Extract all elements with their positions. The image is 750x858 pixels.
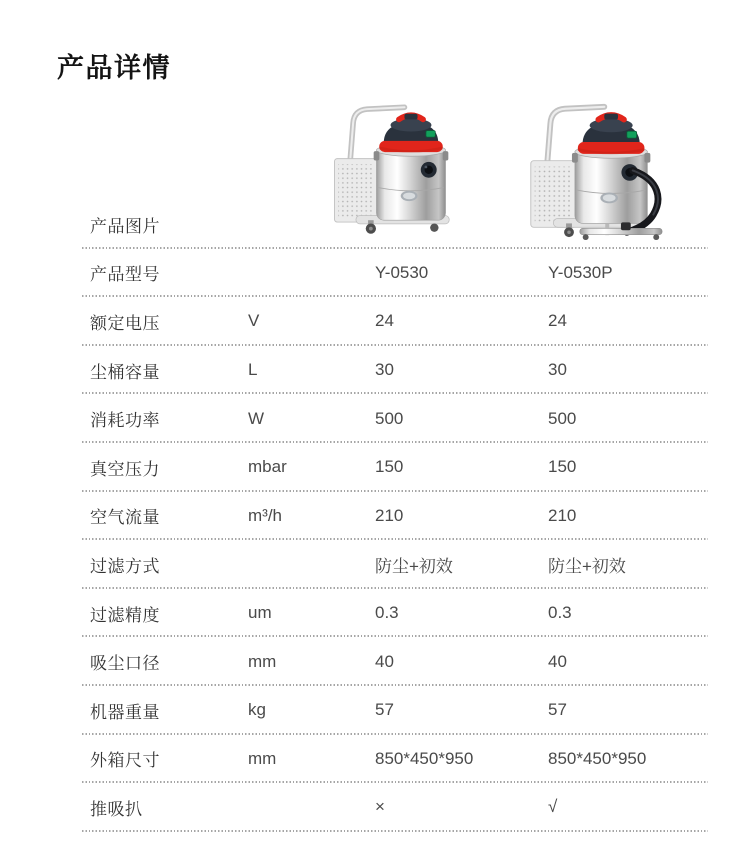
spec-value-y0530p: 40 (548, 651, 567, 671)
spec-value-y0530p: 150 (548, 457, 577, 477)
spec-label: 消耗功率 (90, 411, 160, 431)
table-row (82, 249, 708, 298)
spec-unit: L (248, 360, 258, 380)
spec-value-y0530: 150 (375, 457, 404, 477)
spec-label: 产品图片 (90, 216, 160, 236)
spec-unit: V (248, 311, 260, 331)
spec-value-y0530p: √ (548, 797, 558, 817)
spec-label: 过滤方式 (90, 556, 160, 576)
spec-value-y0530: 防尘+初效 (375, 556, 453, 576)
spec-value-y0530p: 24 (548, 311, 567, 331)
table-row (82, 443, 708, 492)
spec-unit: mm (248, 748, 277, 768)
spec-value-y0530p: 防尘+初效 (548, 556, 626, 576)
table-row (82, 297, 708, 346)
spec-label: 外箱尺寸 (90, 751, 160, 771)
table-row (82, 346, 708, 395)
spec-label: 产品型号 (90, 265, 160, 285)
spec-value-y0530: 24 (375, 311, 394, 331)
spec-label: 额定电压 (90, 313, 160, 333)
spec-value-y0530p: Y-0530P (548, 262, 613, 282)
table-row (82, 540, 708, 589)
spec-value-y0530: Y-0530 (375, 262, 429, 282)
spec-value-y0530: 210 (375, 505, 404, 525)
table-row (82, 589, 708, 638)
spec-value-y0530p: 30 (548, 360, 567, 380)
spec-label: 机器重量 (90, 702, 160, 722)
spec-unit: um (248, 603, 272, 623)
spec-value-y0530: 850*450*950 (375, 748, 474, 768)
spec-value-y0530p: 210 (548, 505, 577, 525)
spec-value-y0530p: 850*450*950 (548, 748, 647, 768)
spec-value-y0530: 30 (375, 360, 394, 380)
table-row (82, 637, 708, 686)
page-title: 产品详情 (57, 53, 171, 83)
table-row (82, 686, 708, 735)
table-row (82, 492, 708, 541)
spec-value-y0530p: 57 (548, 700, 567, 720)
spec-value-y0530: 500 (375, 408, 404, 428)
spec-table (82, 200, 708, 832)
spec-unit: kg (248, 700, 266, 720)
spec-unit: mm (248, 651, 277, 671)
spec-unit: W (248, 408, 265, 428)
spec-label: 尘桶容量 (90, 362, 160, 382)
spec-value-y0530: 0.3 (375, 603, 399, 623)
spec-value-y0530: 57 (375, 700, 394, 720)
spec-label: 吸尘口径 (90, 654, 160, 674)
spec-label: 真空压力 (90, 459, 160, 479)
spec-unit: m³/h (248, 505, 282, 525)
table-row (82, 200, 708, 249)
table-row (82, 735, 708, 784)
table-row (82, 394, 708, 443)
spec-unit: mbar (248, 457, 287, 477)
spec-value-y0530: × (375, 797, 385, 817)
spec-label: 推吸扒 (90, 799, 143, 819)
spec-value-y0530p: 0.3 (548, 603, 572, 623)
spec-value-y0530: 40 (375, 651, 394, 671)
spec-label: 空气流量 (90, 508, 160, 528)
spec-value-y0530p: 500 (548, 408, 577, 428)
table-row (82, 783, 708, 832)
spec-label: 过滤精度 (90, 605, 160, 625)
